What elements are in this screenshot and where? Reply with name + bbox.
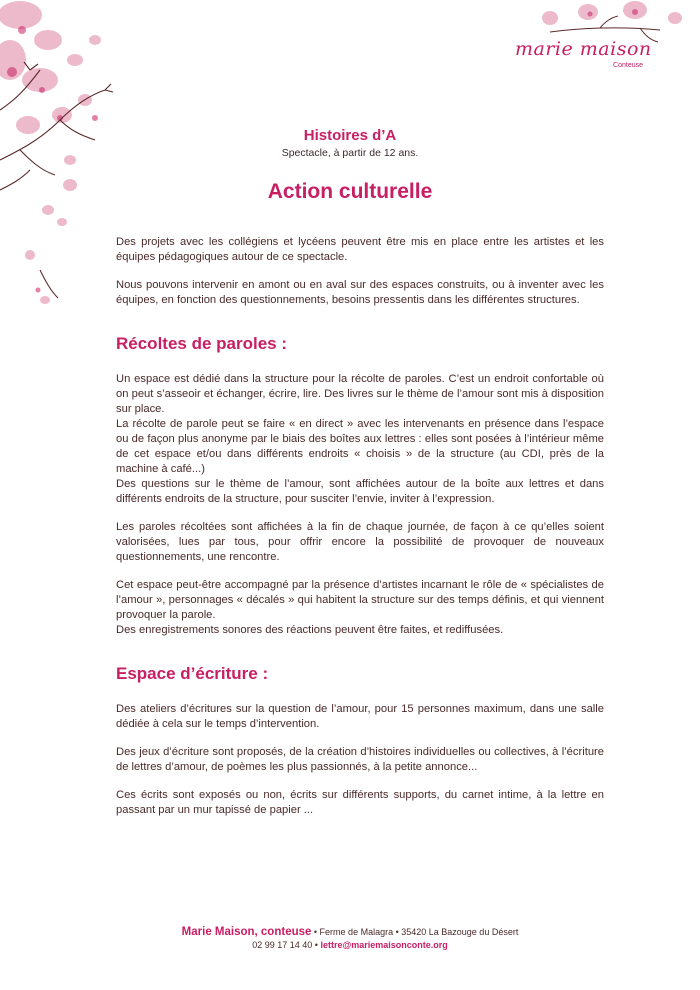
series-subtitle: Spectacle, à partir de 12 ans. bbox=[281, 147, 419, 159]
logo-subtitle: Conteuse bbox=[613, 62, 643, 69]
section-paragraph: La récolte de parole peut se faire « en direct » avec les intervenants en présence dans l’espace ou de façon plus anonyme par le biais des boîtes aux lettres : elles sont posées à l’intérieur même de cet espace et/ou dans différents endroits « choisis » de la structure (au CDI, près de la machine à café...) bbox=[116, 418, 604, 475]
section-paragraph: Un espace est dédié dans la structure pour la récolte de paroles. C’est un endroit confortable où on peut s’asseoir et échanger, écrire, lire. Des livres sur le thème de l’amour sont mis à disposition sur place. bbox=[116, 373, 604, 415]
footer-phone: 02 99 17 14 40 • bbox=[252, 940, 321, 950]
footer-brand: Marie Maison, conteuse bbox=[181, 926, 312, 938]
section-heading-ecriture: Espace d’écriture : bbox=[116, 664, 269, 683]
intro-paragraph: Nous pouvons intervenir en amont ou en aval sur des espaces construits, ou à inventer avec les équipes, en fonction des questionnements, besoins pressentis dans les différentes structures. bbox=[116, 279, 604, 306]
section-paragraph: Des ateliers d’écritures sur la question de l’amour, pour 15 personnes maximum, dans une salle dédiée à cela sur le temps d’intervention. bbox=[116, 703, 604, 730]
section-heading-recoltes: Récoltes de paroles : bbox=[116, 334, 288, 353]
logo-name: marie maison bbox=[515, 38, 652, 60]
series-title: Histoires d’A bbox=[303, 127, 397, 144]
footer-address: • Ferme de Malagra • 35420 La Bazouge du Désert bbox=[311, 927, 519, 937]
section-paragraph: Des jeux d’écriture sont proposés, de la création d’histoires individuelles ou collectives, à l’écriture de lettres d’amour, de poèmes les plus passionnés, à la petite annonce... bbox=[116, 746, 604, 773]
section-paragraph: Des questions sur le thème de l’amour, sont affichées autour de la boîte aux lettres et dans différents endroits de la structure, pour susciter l’envie, inviter à l’expression. bbox=[116, 478, 604, 505]
section-paragraph: Les paroles récoltées sont affichées à la fin de chaque journée, de façon à ce qu’elles soient valorisées, lues par tous, pour offrir encore la possibilité de provoquer de nouveaux questionnements, une rencontre. bbox=[116, 521, 604, 563]
section-paragraph: Cet espace peut-être accompagné par la présence d’artistes incarnant le rôle de « spécialistes de l’amour », personnages « décalés » qui habitent la structure sur des temps définis, et qui viennent provoquer la parole. bbox=[116, 579, 604, 621]
section-paragraph: Ces écrits sont exposés ou non, écrits sur différents supports, du carnet intime, à la lettre en passant par un mur tapissé de papier ... bbox=[116, 789, 604, 816]
intro-paragraph: Des projets avec les collégiens et lycéens peuvent être mis en place entre les artistes et les équipes pédagogiques autour de ce spectacle. bbox=[116, 236, 604, 263]
blossom-branch-illustration bbox=[0, 0, 120, 320]
page-title: Action culturelle bbox=[267, 180, 433, 203]
logo bbox=[515, 38, 655, 69]
section-paragraph: Des enregistrements sonores des réactions peuvent être faites, et rediffusées. bbox=[116, 624, 504, 636]
footer-email[interactable]: lettre@mariemaisonconte.org bbox=[320, 940, 448, 950]
document-body bbox=[116, 235, 604, 831]
footer bbox=[0, 926, 700, 950]
